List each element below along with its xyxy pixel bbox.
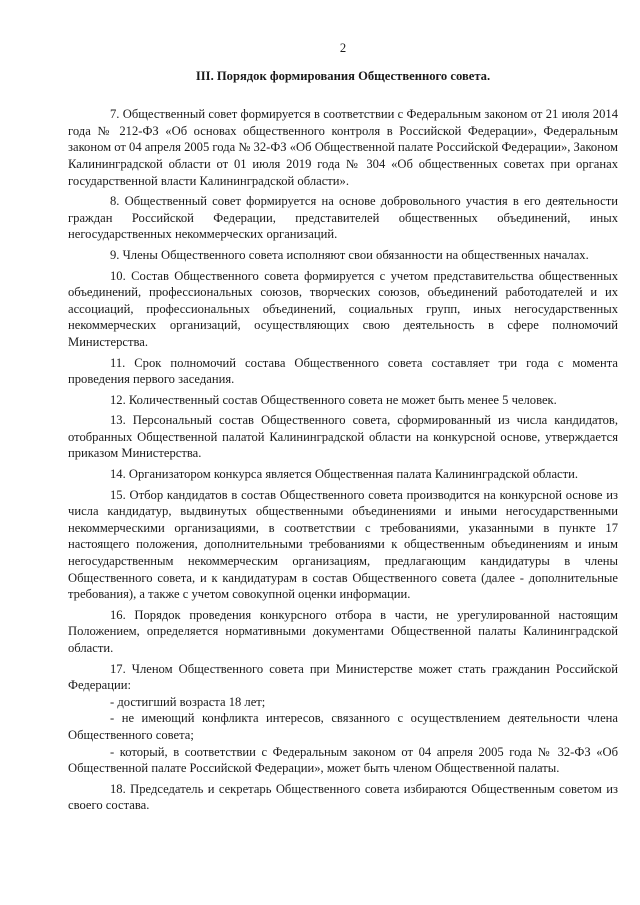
- paragraph-17: 17. Членом Общественного совета при Министерстве может стать гражданин Российской Федерации:: [68, 661, 618, 693]
- paragraph-8: 8. Общественный совет формируется на основе добровольного участия в его деятельности граждан Российской Федерации, представителей общественных объединений, иных негосударственных некоммерческих организаций.: [68, 194, 618, 242]
- list-item-eligibility: - который, в соответствии с Федеральным законом от 04 апреля 2005 года № 32-ФЗ «Об Общественной палате Российской Федерации», может быть членом Общественной палаты.: [68, 744, 618, 776]
- section-title: III. Порядок формирования Общественного совета.: [195, 68, 491, 83]
- paragraph-7: 7. Общественный совет формируется в соответствии с Федеральным законом от 21 июля 2014 года № 212-ФЗ «Об основах общественного контроля в Российской Федерации», Федеральным законом от 04 апреля 2005 года № 32-ФЗ «Об Общественной палате Российской Федерации», Законом Калининградской области от 01 июля 2019 года № 304 «Об общественных советах при органах государственной власти Калининградской области».: [68, 107, 618, 188]
- paragraph-11: 11. Срок полномочий состава Общественного совета составляет три года с момента проведения первого заседания.: [68, 355, 618, 387]
- paragraph-12: 12. Количественный состав Общественного совета не может быть менее 5 человек.: [110, 392, 557, 407]
- paragraph-10: 10. Состав Общественного совета формируется с учетом представительства общественных объединений, профессиональных союзов, творческих союзов, объединений работодателей и их ассоциаций, профессиональных объединений, социальных групп, иных негосударственных некоммерческих организаций, осуществляющих свою деятельность в сфере полномочий Министерства.: [68, 268, 618, 349]
- list-item-conflict: - не имеющий конфликта интересов, связанного с осуществлением деятельности члена Общественного совета;: [68, 711, 618, 742]
- page-number: 2: [339, 41, 347, 55]
- paragraph-9: 9. Члены Общественного совета исполняют свои обязанности на общественных началах.: [110, 247, 589, 262]
- list-item-age: - достигший возраста 18 лет;: [110, 694, 266, 709]
- paragraph-14: 14. Организатором конкурса является Общественная палата Калининградской области.: [110, 467, 579, 482]
- paragraph-13: 13. Персональный состав Общественного совета, сформированный из числа кандидатов, отобранных Общественной палатой Калининградской области на конкурсной основе, утверждается приказом Министерства.: [68, 413, 618, 461]
- paragraph-16: 16. Порядок проведения конкурсного отбора в части, не урегулированной настоящим Положением, определяется нормативными документами Общественной палаты Калининградской области.: [68, 607, 618, 655]
- document-page: [68, 40, 618, 814]
- paragraph-15: 15. Отбор кандидатов в состав Общественного совета производится на конкурсной основе из числа кандидатур, выдвинутых общественными объединениями и иными негосударственными некоммерческими организациями, в соответствии с требованиями, указанными в пункте 17 настоящего положения, дополнительными требованиями к общественным объединениям и иным негосударственным некоммерческим организациям, предлагающим кандидатуры в члены Общественного совета, и к кандидатурам в состав Общественного совета (далее - дополнительные требования), а также с учетом совокупной оценки информации.: [68, 487, 618, 602]
- paragraph-18: 18. Председатель и секретарь Общественного совета избираются Общественным советом из своего состава.: [68, 781, 618, 813]
